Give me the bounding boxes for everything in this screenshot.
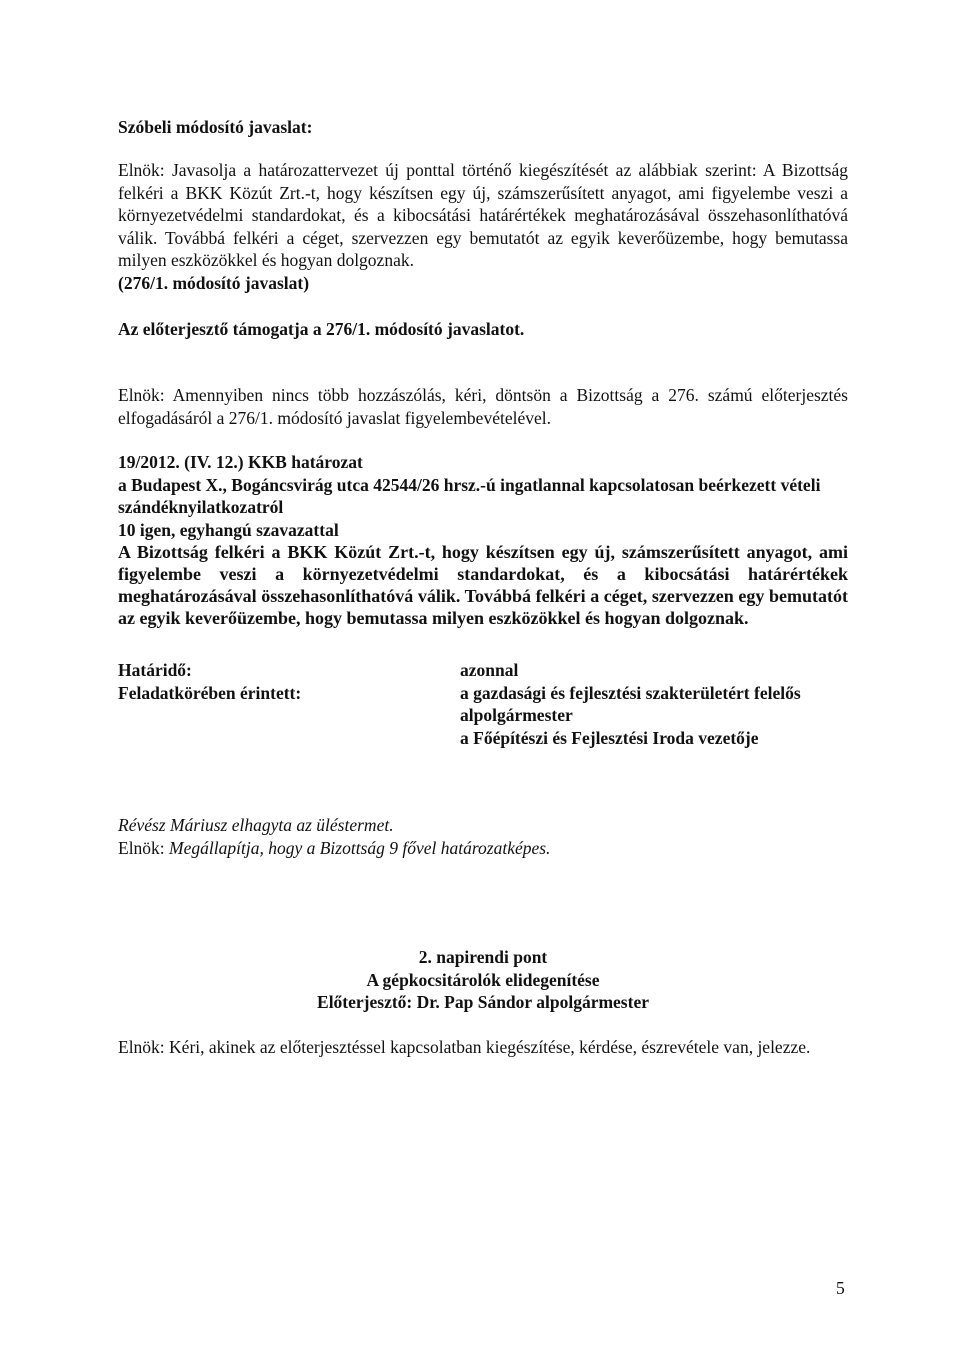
agenda-item: 2. napirendi pont bbox=[418, 947, 548, 967]
resolution-body: A Bizottság felkéri a BKK Közút Zrt.-t, hogy készítsen egy új, számszerűsített anyagot, ami figyelembe veszi a környezetvédelmi standardokat, és a kibocsátási határértékek meghatározásával összehasonlíthatóvá válik. Továbbá felkéri a céget, szervezzen egy bemutatót az egyik keverőüzembe, hogy bemutassa milyen eszközökkel és hogyan dolgoznak. bbox=[118, 542, 848, 628]
resolution-number: 19/2012. (IV. 12.) KKB határozat bbox=[118, 452, 363, 472]
responsible-value bbox=[460, 682, 848, 750]
presenter-support: Az előterjesztő támogatja a 276/1. módosító javaslatot. bbox=[118, 319, 525, 339]
proposal-reference: (276/1. módosító javaslat) bbox=[118, 272, 310, 293]
responsible-2: a Főépítészi és Fejlesztési Iroda vezetője bbox=[460, 727, 759, 748]
agenda-heading bbox=[118, 946, 848, 1014]
responsible-label: Feladatkörében érintett: bbox=[118, 682, 302, 703]
left-room-note: Révész Máriusz elhagyta az üléstermet. bbox=[118, 815, 394, 835]
deadline-value: azonnal bbox=[460, 660, 519, 680]
resolution-vote: 10 igen, egyhangú szavazattal bbox=[118, 519, 339, 540]
session-notes bbox=[118, 814, 848, 859]
chair-proposal-paragraph bbox=[118, 159, 848, 294]
agenda-title: A gépkocsitárolók elidegenítése bbox=[366, 969, 600, 990]
responsible-row bbox=[118, 682, 848, 750]
request-text: Kéri, akinek az előterjesztéssel kapcsolatban kiegészítése, kérdése, észrevétele van, jelezze. bbox=[169, 1037, 811, 1057]
intro-heading: Szóbeli módosító javaslat: bbox=[118, 117, 313, 137]
proposal-text: Javasolja a határozattervezet új ponttal történő kiegészítését az alábbiak szerint: A Bizottság felkéri a BKK Közút Zrt.-t, hogy készítsen egy új, számszerűsített anyagot, ami figyelembe veszi a környezetvédelmi standardokat, és a kibocsátási határértékek meghatározásával összehasonlíthatóvá válik. Továbbá felkéri a céget, szervezzen egy bemutatót az egyik keverőüzembe, hogy bemutassa milyen eszközökkel és hogyan dolgoznak. bbox=[118, 160, 849, 270]
page-number: 5 bbox=[836, 1278, 845, 1298]
resolution-block bbox=[118, 451, 848, 629]
speaker-label: Elnök: bbox=[118, 837, 165, 858]
resolution-meta bbox=[118, 659, 848, 749]
speaker-label: Elnök: bbox=[118, 385, 165, 405]
deadline-row bbox=[118, 659, 848, 682]
chair-vote-call-paragraph bbox=[118, 384, 848, 429]
responsible-1: a gazdasági és fejlesztési szakterületért felelős alpolgármester bbox=[460, 682, 801, 725]
quorum-note bbox=[118, 837, 848, 860]
agenda-presenter: Előterjesztő: Dr. Pap Sándor alpolgármester bbox=[317, 992, 649, 1012]
vote-call-text: Amennyiben nincs több hozzászólás, kéri, döntsön a Bizottság a 276. számú előterjesztés elfogadásáról a 276/1. módosító javaslat figyelembevételével. bbox=[118, 385, 848, 428]
chair-request-paragraph bbox=[118, 1036, 848, 1059]
speaker-label: Elnök: bbox=[118, 160, 165, 180]
deadline-label: Határidő: bbox=[118, 660, 192, 680]
quorum-text: Megállapítja, hogy a Bizottság 9 fővel határozatképes. bbox=[169, 837, 551, 858]
resolution-subject: a Budapest X., Bogáncsvirág utca 42544/26 hrsz.-ú ingatlannal kapcsolatosan beérkezett vételi szándéknyilatkozatról bbox=[118, 474, 821, 517]
speaker-label: Elnök: bbox=[118, 1037, 165, 1057]
